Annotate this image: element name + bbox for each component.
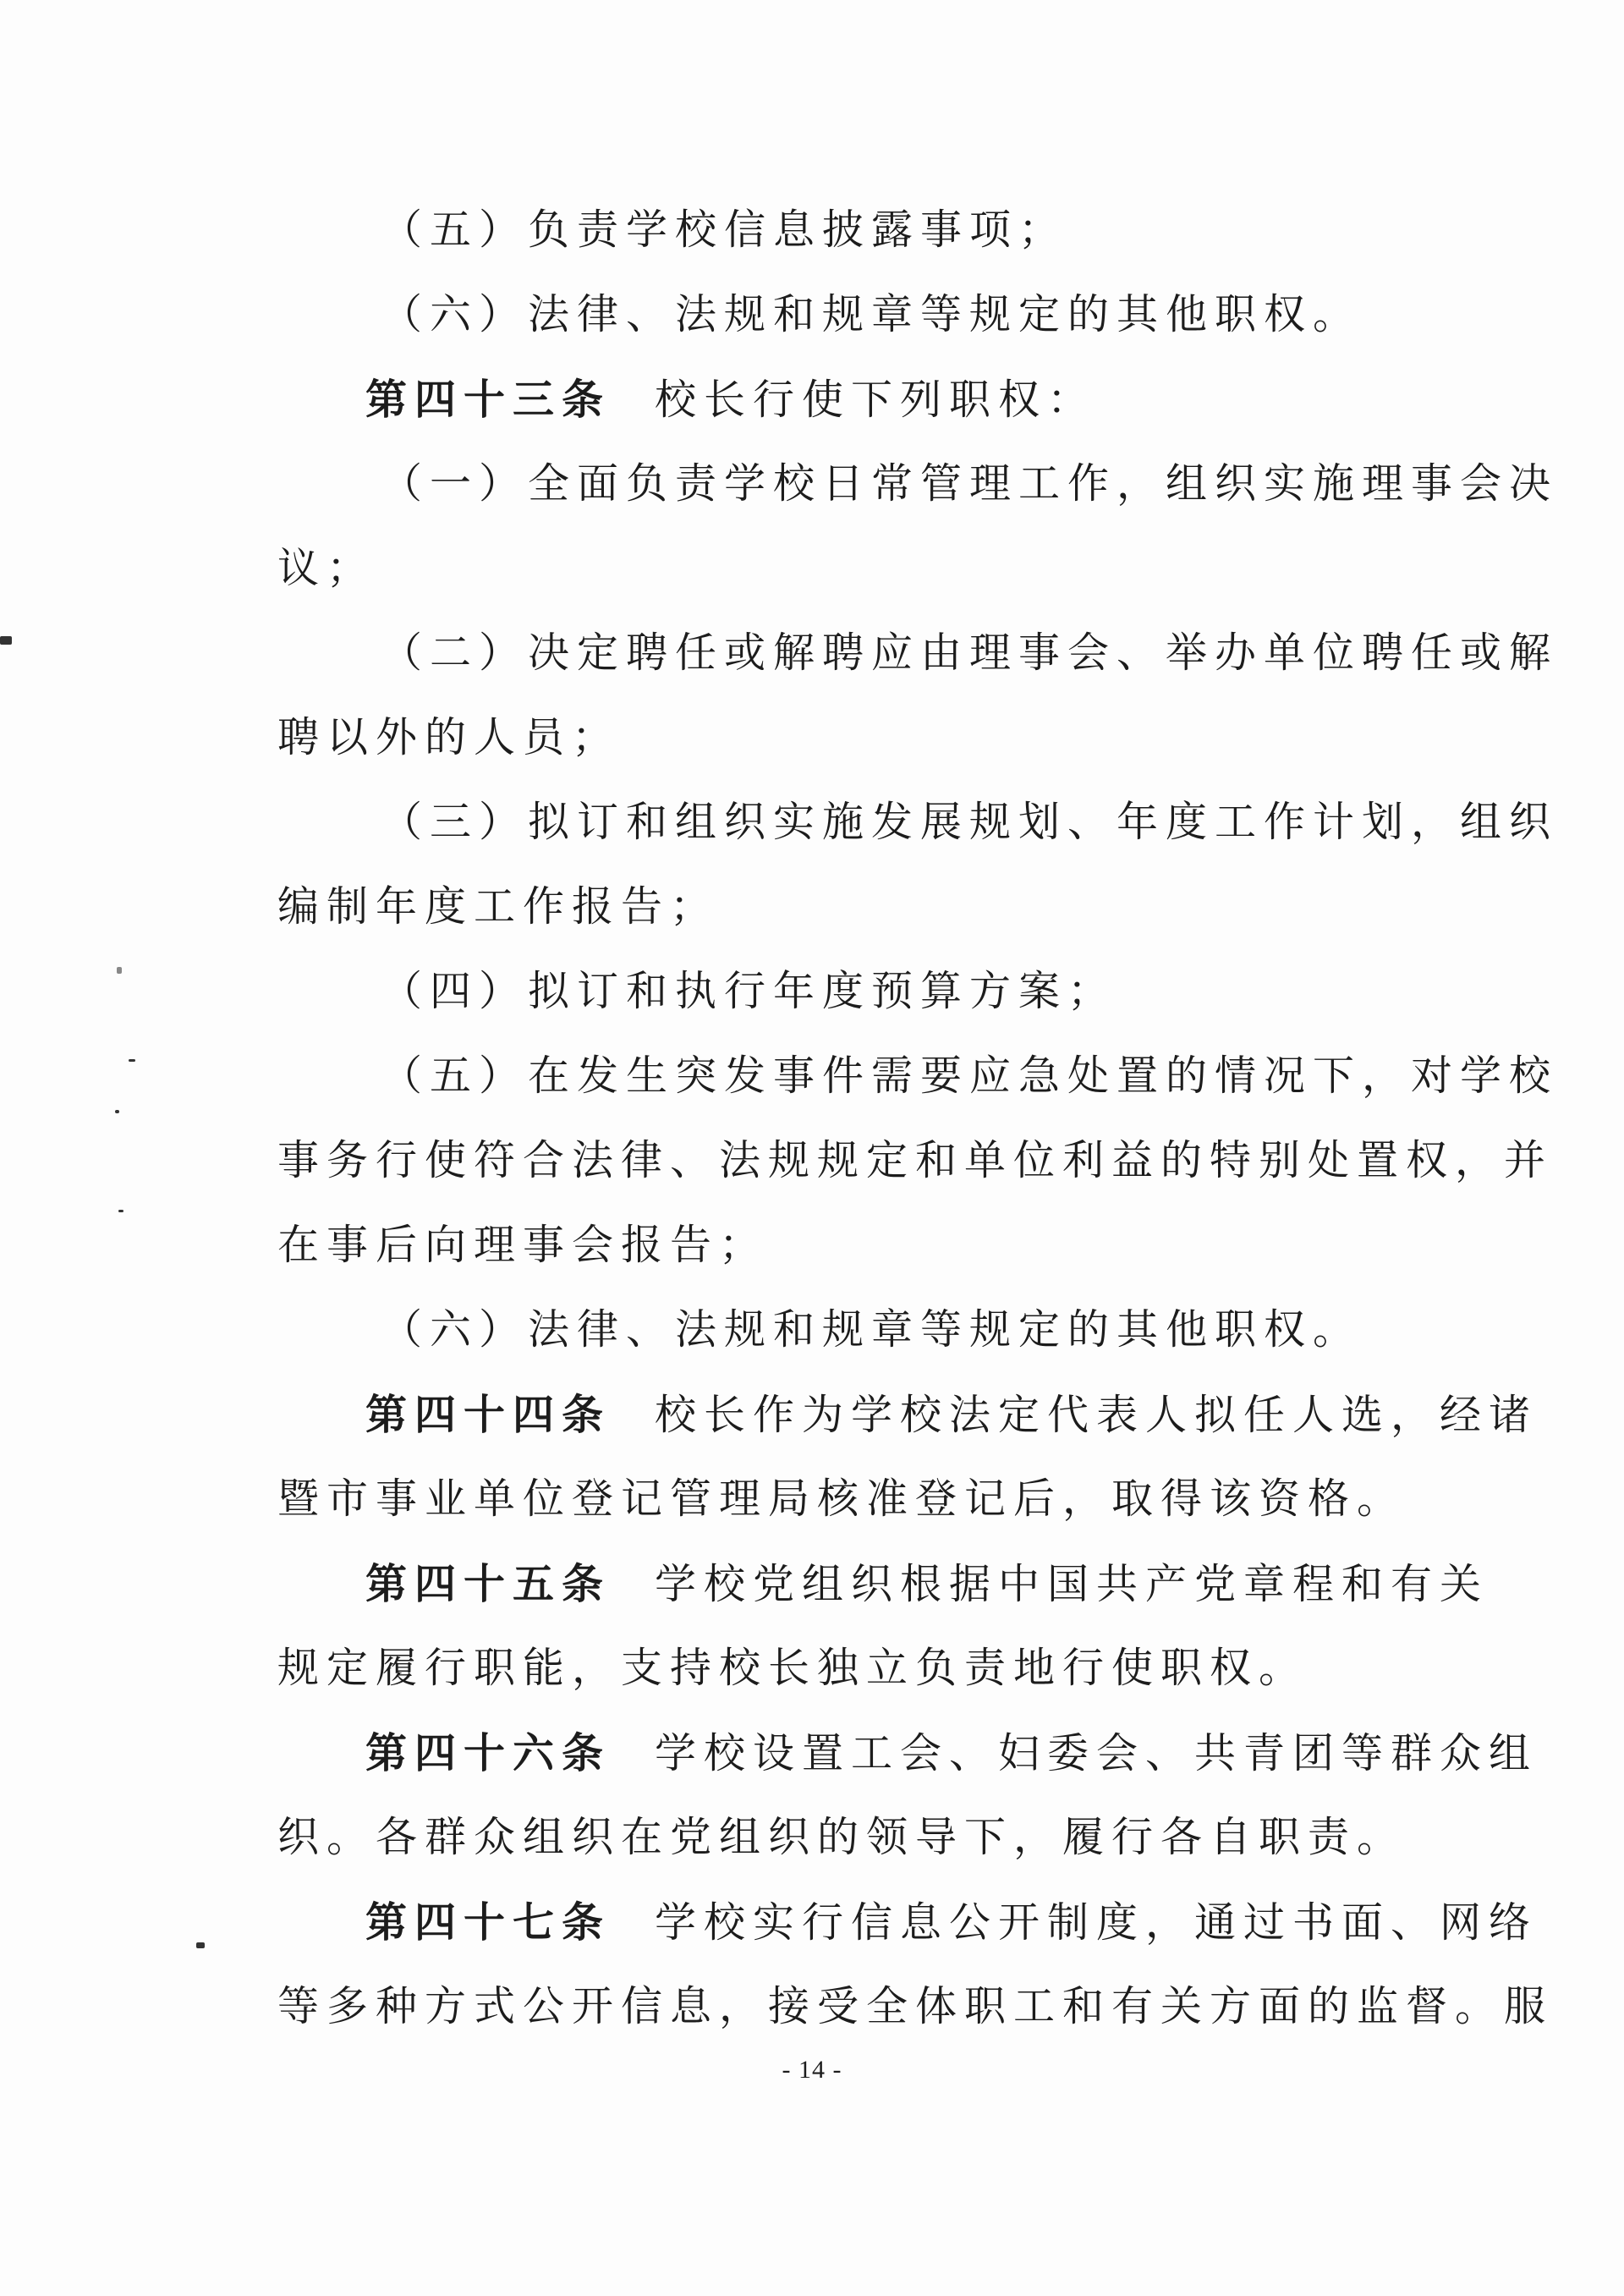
article-heading-line: 第四十六条 学校设置工会、妇委会、共青团等群众组 <box>365 1728 1539 1777</box>
scan-speck <box>129 1059 135 1062</box>
text-line: 事务行使符合法律、法规规定和单位利益的特别处置权，并 <box>277 1136 1554 1184</box>
scan-speck <box>0 636 12 645</box>
text-line: （一）全面负责学校日常管理工作，组织实施理事会决 <box>381 459 1559 508</box>
text-line: （二）决定聘任或解聘应由理事会、举办单位聘任或解 <box>381 629 1559 677</box>
article-heading-line: 第四十四条 校长作为学校法定代表人拟任人选，经诸 <box>365 1390 1539 1439</box>
text-line: （三）拟订和组织实施发展规划、年度工作计划，组织 <box>381 798 1559 846</box>
article-heading-line: 第四十三条 校长行使下列职权： <box>365 375 1097 424</box>
text-line: 在事后向理事会报告； <box>277 1221 769 1269</box>
scan-speck <box>115 1110 119 1113</box>
scan-speck <box>118 1210 123 1212</box>
article-number: 第四十六条 <box>365 1728 612 1777</box>
text-line: 议； <box>277 544 376 592</box>
text-line: 织。各群众组织在党组织的领导下，履行各自职责。 <box>277 1813 1407 1861</box>
article-number: 第四十五条 <box>365 1559 612 1608</box>
text-line: （五）负责学校信息披露事项； <box>381 206 1068 254</box>
article-number: 第四十三条 <box>365 375 612 424</box>
text-line: （六）法律、法规和规章等规定的其他职权。 <box>381 290 1363 338</box>
article-number: 第四十四条 <box>365 1390 612 1439</box>
text-line: （六）法律、法规和规章等规定的其他职权。 <box>381 1305 1363 1354</box>
article-heading-line: 第四十五条 学校党组织根据中国共产党章程和有关 <box>365 1559 1490 1608</box>
article-number: 第四十七条 <box>365 1898 612 1947</box>
text-line: （四）拟订和执行年度预算方案； <box>381 967 1117 1015</box>
text-line: （五）在发生突发事件需要应急处置的情况下，对学校 <box>381 1052 1559 1100</box>
text-line: 编制年度工作报告； <box>277 882 720 931</box>
text-line: 规定履行职能，支持校长独立负责地行使职权。 <box>277 1644 1309 1692</box>
text-line: 暨市事业单位登记管理局核准登记后，取得该资格。 <box>277 1475 1407 1523</box>
scan-speck <box>196 1942 205 1948</box>
page-number: - 14 - <box>782 2056 842 2084</box>
scan-speck <box>117 967 122 974</box>
text-line: 等多种方式公开信息，接受全体职工和有关方面的监督。服 <box>277 1982 1554 2030</box>
article-heading-line: 第四十七条 学校实行信息公开制度，通过书面、网络 <box>365 1898 1539 1947</box>
text-line: 聘以外的人员； <box>277 713 622 761</box>
